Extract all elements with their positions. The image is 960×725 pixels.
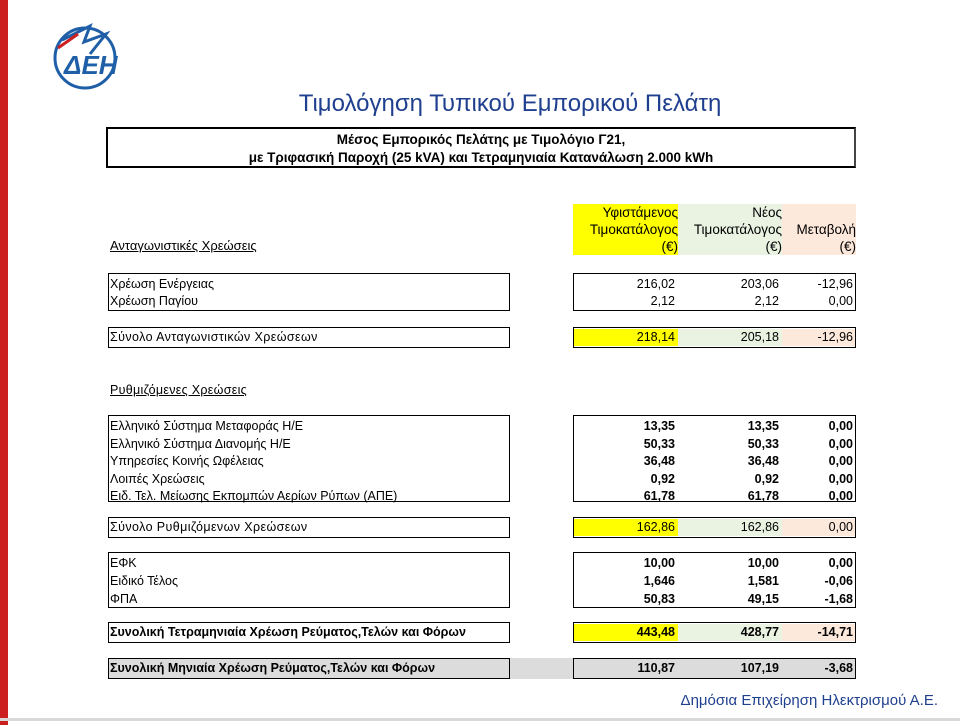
row-label: Χρέωση Παγίου — [110, 294, 198, 308]
subtitle-line-2: με Τριφασική Παροχή (25 kVA) και Τετραμηνιαία Κατανάλωση 2.000 kWh — [248, 150, 714, 165]
cell-v2: 50,33 — [747, 436, 779, 451]
row-label: Ειδ. Τελ. Μείωσης Εκπομπών Αερίων Ρύπων (ΑΠΕ) — [110, 489, 398, 503]
cell-v1: 1,646 — [643, 574, 675, 588]
row-label: Ειδικό Τέλος — [110, 574, 179, 588]
cell-v2: 1,581 — [747, 574, 779, 588]
footer-company-name: Δημόσια Επιχείρηση Ηλεκτρισμού Α.Ε. — [680, 692, 938, 709]
cell-v2: 205,18 — [678, 329, 782, 346]
header-change-line2: (€) — [839, 239, 856, 254]
cell-v1: 216,02 — [636, 277, 675, 291]
header-new-line3: (€) — [765, 239, 782, 254]
header-current-line2: Τιμοκατάλογος — [589, 222, 678, 237]
cell-v3: -12,96 — [817, 277, 853, 291]
cell-v1: 36,48 — [643, 454, 675, 468]
competitive-label-box — [108, 273, 510, 311]
cell-v2: 10,00 — [747, 556, 779, 570]
cell-v3: -12,96 — [782, 329, 856, 346]
header-change-line1: Μεταβολή — [796, 222, 856, 237]
row-label: Υπηρεσίες Κοινής Ωφέλειας — [110, 454, 264, 468]
regulated-values-box — [573, 415, 856, 502]
row-label: Λοιπές Χρεώσεις — [110, 471, 205, 486]
header-current-tariff — [573, 204, 678, 255]
regulated-total-label-box — [108, 517, 510, 538]
cell-v2: 428,77 — [678, 624, 782, 641]
cell-v3: -14,71 — [782, 624, 856, 641]
competitive-total-values-box — [573, 327, 856, 348]
cell-v3: 0,00 — [828, 556, 853, 570]
subtitle-box — [106, 127, 856, 168]
dei-logo — [50, 20, 120, 92]
row-label: Ελληνικό Σύστημα Διανομής Η/Ε — [110, 436, 291, 451]
cell-v2: 203,06 — [740, 277, 779, 291]
header-change — [782, 204, 856, 255]
cell-v1: 10,00 — [643, 556, 675, 570]
tax-values-box — [573, 552, 856, 608]
cell-v1: 218,14 — [573, 329, 678, 346]
cell-v1: 0,92 — [650, 471, 675, 486]
cell-v1: 50,33 — [643, 436, 675, 451]
cell-v3: -0,06 — [824, 574, 853, 588]
row-label: Ελληνικό Σύστημα Μεταφοράς Η/Ε — [110, 419, 304, 433]
competitive-values-box — [573, 273, 856, 311]
cell-v3: 0,00 — [828, 489, 853, 503]
cell-v3: -3,68 — [824, 661, 853, 675]
cell-v2: 13,35 — [747, 419, 779, 433]
grand-total-label-box — [108, 622, 510, 643]
cell-v2: 162,86 — [678, 519, 782, 536]
cell-v2: 0,92 — [754, 471, 779, 486]
row-label: Σύνολο Ρυθμιζόμενων Χρεώσεων — [110, 520, 308, 534]
left-accent-bar — [0, 0, 8, 725]
header-new-line1: Νέος — [752, 205, 782, 220]
header-current-line3: (€) — [661, 239, 678, 254]
cell-v2: 36,48 — [747, 454, 779, 468]
page-title: Τιμολόγηση Τυπικού Εμπορικού Πελάτη — [298, 90, 722, 117]
cell-v1: 162,86 — [573, 519, 678, 536]
header-current-line1: Υφιστάμενος — [602, 205, 678, 220]
cell-v1: 110,87 — [637, 661, 675, 675]
cell-v1: 61,78 — [643, 489, 675, 503]
competitive-charges-label: Ανταγωνιστικές Χρεώσεις — [110, 238, 257, 253]
cell-v3: 0,00 — [782, 519, 856, 536]
competitive-total-label-box — [108, 327, 510, 348]
row-label: Συνολική Τετραμηνιαία Χρέωση Ρεύματος,Τελών και Φόρων — [110, 625, 466, 639]
cell-v1: 2,12 — [650, 294, 675, 308]
cell-v3: 0,00 — [828, 436, 853, 451]
grand-total-values-box — [573, 622, 856, 643]
header-new-line2: Τιμοκατάλογος — [693, 222, 782, 237]
regulated-label-box — [108, 415, 510, 502]
tax-label-box — [108, 552, 510, 608]
regulated-charges-label: Ρυθμιζόμενες Χρεώσεις — [110, 383, 247, 397]
row-label: Συνολική Μηνιαία Χρέωση Ρεύματος,Τελών και Φόρων — [110, 661, 436, 675]
regulated-total-values-box — [573, 517, 856, 538]
cell-v1: 50,83 — [643, 592, 675, 606]
cell-v3: 0,00 — [828, 471, 853, 486]
svg-text:ΔΕΗ: ΔΕΗ — [64, 50, 118, 80]
monthly-total-label-box — [108, 658, 510, 679]
cell-v2: 2,12 — [754, 294, 779, 308]
cell-v3: -1,68 — [824, 592, 853, 606]
cell-v3: 0,00 — [828, 294, 853, 308]
subtitle-line-1: Μέσος Εμπορικός Πελάτης με Τιμολόγιο Γ21, — [336, 132, 626, 147]
cell-v1: 443,48 — [573, 624, 678, 641]
row-label: Χρέωση Ενέργειας — [110, 277, 215, 291]
row-label: Σύνολο Ανταγωνιστικών Χρεώσεων — [110, 330, 318, 344]
row-label: ΦΠΑ — [110, 592, 138, 606]
footer-divider — [0, 718, 960, 721]
cell-v2: 49,15 — [747, 592, 779, 606]
cell-v3: 0,00 — [828, 419, 853, 433]
cell-v2: 107,19 — [740, 661, 779, 675]
cell-v2: 61,78 — [747, 489, 779, 503]
cell-v3: 0,00 — [828, 454, 853, 468]
header-new-tariff — [678, 204, 782, 255]
cell-v1: 13,35 — [643, 419, 675, 433]
monthly-total-values-box — [573, 658, 856, 679]
row-label: ΕΦΚ — [110, 556, 137, 570]
